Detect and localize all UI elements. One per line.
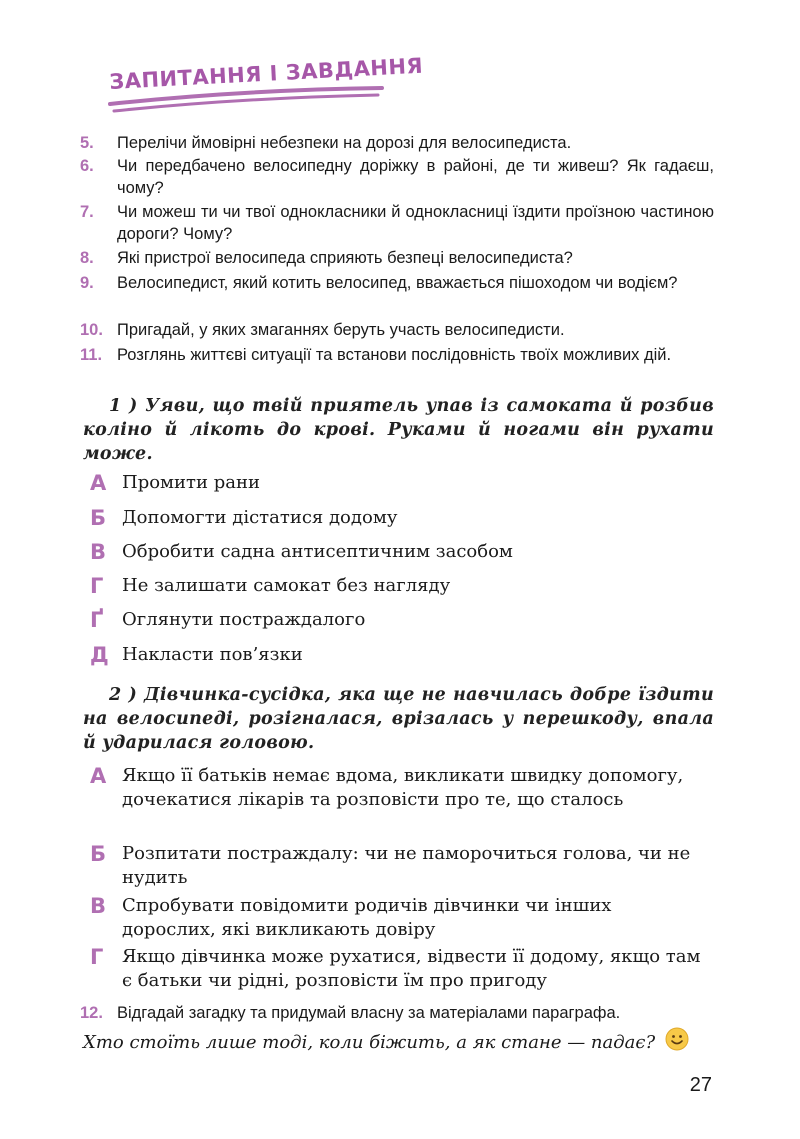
option-text: Промити рани — [122, 472, 260, 493]
option-text: Оглянути постраждалого — [122, 609, 366, 630]
question-number: 11. — [80, 346, 103, 364]
option-item — [90, 471, 710, 495]
option-text: Якщо дівчинка може рухатися, відвести її додому, якщо там є батьки чи рідні, розповісти їм про пригоду — [122, 946, 701, 991]
section-title: ЗАПИТАННЯ І ЗАВДАННЯ — [108, 53, 424, 94]
option-item — [90, 574, 710, 598]
question-number: 9. — [80, 274, 94, 292]
question-item — [80, 155, 714, 199]
option-item — [90, 764, 710, 812]
question-number: 10. — [80, 321, 103, 339]
option-letter: Г — [90, 574, 104, 598]
question-number: 8. — [80, 249, 94, 267]
option-letter: Б — [90, 506, 107, 530]
smiley-icon — [665, 1027, 689, 1059]
riddle-text: Хто стоїть лише тоді, коли біжить, а як стане — падає? — [83, 1032, 656, 1053]
option-item — [90, 945, 710, 993]
question-item — [80, 201, 714, 245]
question-number: 6. — [80, 157, 94, 175]
question-number: 7. — [80, 203, 94, 221]
question-text: Перелічи ймовірні небезпеки на дорозі для велосипедиста. — [117, 134, 572, 152]
option-text: Розпитати постраждалу: чи не паморочиться голова, чи не нудить — [122, 843, 691, 888]
option-letter: Г — [90, 945, 104, 969]
section-header — [90, 53, 424, 120]
option-letter: Ґ — [90, 608, 104, 632]
option-text: Накласти пов’язки — [122, 644, 303, 665]
option-letter: В — [90, 894, 107, 918]
option-text: Допомогти дістатися додому — [122, 507, 398, 528]
question-text: Відгадай загадку та придумай власну за матеріалами параграфа. — [117, 1004, 621, 1022]
option-item — [90, 608, 710, 632]
question-text: Велосипедист, який котить велосипед, вважається пішоходом чи водієм? — [117, 274, 678, 292]
question-number: 12. — [80, 1004, 103, 1022]
question-text: Розглянь життєві ситуації та встанови послідовність твоїх можливих дій. — [117, 346, 672, 364]
question-text: Які пристрої велосипеда сприяють безпеці велосипедиста? — [117, 249, 573, 267]
page-number: 27 — [689, 1074, 712, 1096]
question-text: Чи можеш ти чи твої однокласники й однокласниці їздити проїзною частиною дороги? Чому? — [117, 203, 714, 243]
option-item — [90, 506, 710, 530]
option-text: Спробувати повідомити родичів дівчинки чи інших дорослих, які викликають довіру — [122, 895, 612, 940]
option-letter: В — [90, 540, 107, 564]
option-letter: А — [90, 764, 107, 788]
question-item — [80, 1002, 720, 1024]
scenario-1-text: 1 ) Уяви, що твій приятель упав із самоката й розбив коліно й лікоть до крові. Руками й ногами він рухати може. — [83, 396, 714, 464]
riddle — [83, 1027, 723, 1059]
option-item — [90, 643, 710, 667]
question-item — [80, 247, 714, 269]
option-text: Не залишати самокат без нагляду — [122, 575, 451, 596]
option-item — [90, 894, 710, 942]
question-text: Чи передбачено велосипедну доріжку в районі, де ти живеш? Як гадаєш, чому? — [117, 157, 714, 197]
question-item — [80, 344, 714, 366]
question-item — [80, 132, 714, 154]
question-number: 5. — [80, 134, 94, 152]
scenario-2-text: 2 ) Дівчинка-сусідка, яка ще не навчилась добре їздити на велосипеді, розігналася, врізалась у перешкоду, впала й ударилася головою. — [83, 685, 714, 753]
option-text: Якщо її батьків немає вдома, викликати швидку допомогу, дочекатися лікарів та розповісти про те, що сталось — [122, 765, 684, 810]
option-letter: Б — [90, 842, 107, 866]
option-item — [90, 842, 710, 890]
option-letter: А — [90, 471, 107, 495]
option-letter: Д — [90, 643, 109, 667]
option-item — [90, 540, 710, 564]
question-item — [80, 272, 714, 294]
question-text: Пригадай, у яких змаганнях беруть участь велосипедисти. — [117, 321, 565, 339]
option-text: Обробити садна антисептичним засобом — [122, 541, 513, 562]
question-item — [80, 319, 714, 341]
